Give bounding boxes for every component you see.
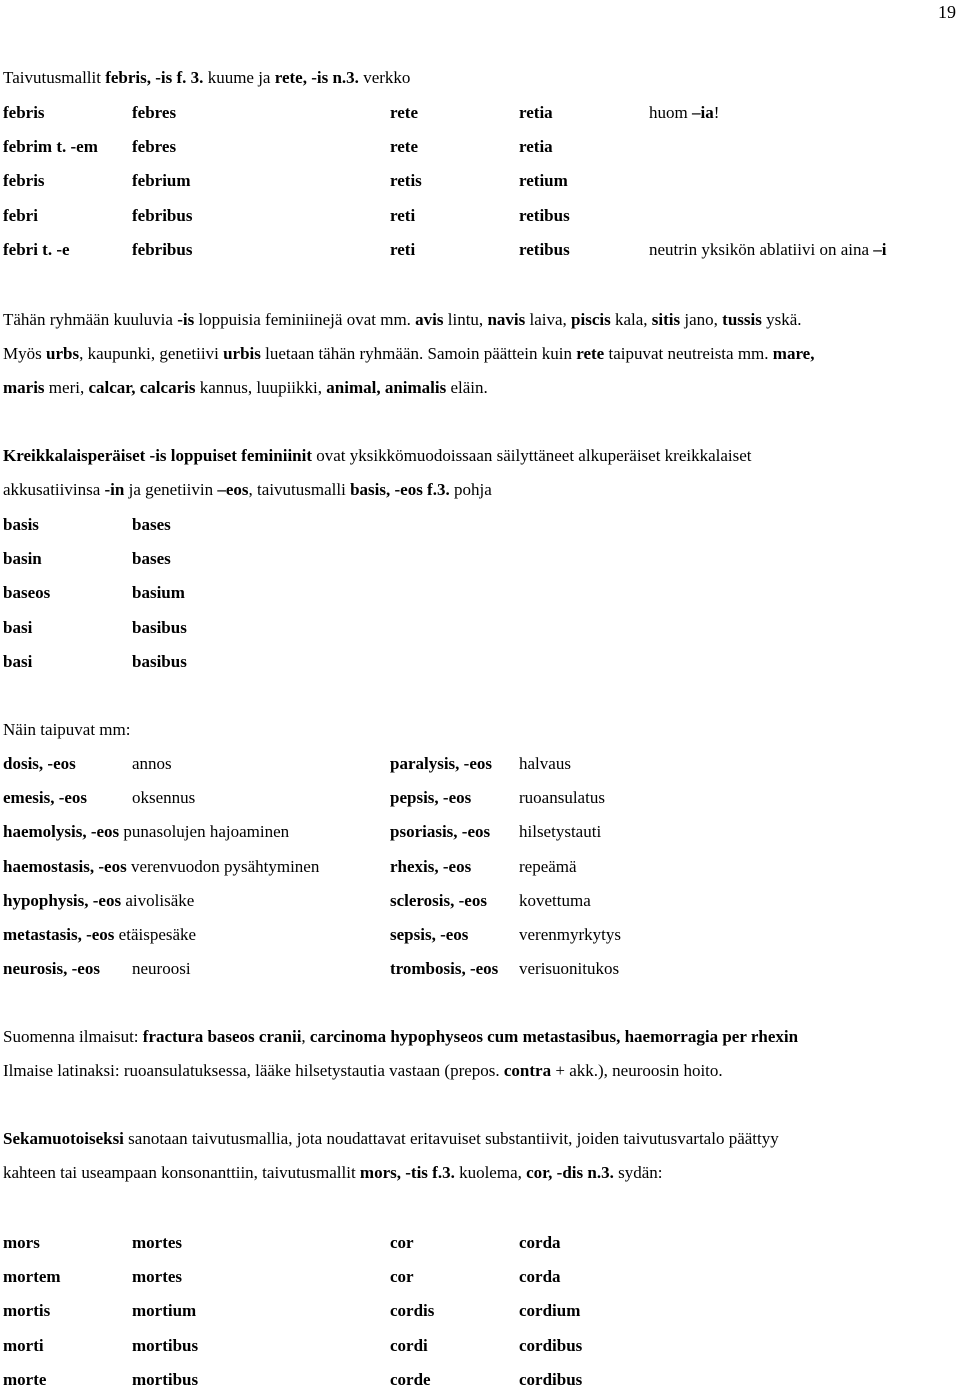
table-row [3,583,953,603]
table-cell [132,1370,198,1390]
text-run: kuolema, [454,1163,527,1183]
bold-term: rhexis, -eos [390,856,472,876]
table-row [3,1267,953,1287]
bold-term: febribus [132,239,193,259]
bold-term: cor [390,1267,414,1287]
table-row [3,206,953,226]
table-cell [649,240,887,260]
text-line [3,1163,662,1183]
bold-term: retis [390,171,422,191]
text-run: yskä. [761,310,802,329]
table-cell [390,206,415,226]
bold-term: psoriasis, -eos [390,822,491,842]
text-line [3,1061,723,1081]
table-cell [3,652,32,672]
table-cell [519,171,568,191]
bold-term: cordis [390,1301,435,1321]
text-run: kala, [610,310,652,329]
bold-term: -in [104,480,125,500]
bold-term: mors [3,1233,40,1252]
page-number: 19 [938,2,956,22]
bold-term: Kreikkalaisperäiset -is loppuiset feminiinit [3,446,313,465]
bold-term: pepsis, -eos [390,788,472,808]
table-cell [132,652,187,672]
text-line [3,480,492,500]
title-line [3,68,410,88]
bold-term: carcinoma hypophyseos cum metastasibus, haemorragia per rhexin [309,1027,799,1046]
bold-term: febres [132,137,177,157]
text-line [3,378,488,398]
bold-term: febribus [132,205,193,225]
bold-term: sitis [651,310,681,329]
text-run: akkusatiivinsa [3,480,105,500]
text-run: laiva, [525,310,572,329]
text-run: aivolisäke [121,890,195,910]
bold-term: mare, [772,344,815,364]
bold-term: mortis [3,1301,51,1321]
bold-term: basi [3,651,33,671]
bold-term: cordibus [519,1369,583,1389]
table-row [3,754,953,774]
text-run: + akk.), neuroosin hoito. [551,1061,723,1081]
table-cell [519,137,553,157]
text-run: kuume ja [203,68,275,87]
text-run: neuroosi [132,959,191,979]
table-cell [132,583,185,603]
text-run: ja genetiivin [124,480,218,500]
bold-term: febri t. -e [3,239,70,259]
table-cell [3,891,194,911]
bold-term: Sekamuotoiseksi [3,1129,124,1148]
text-run: Tähän ryhmään kuuluvia [3,310,178,329]
table-cell [132,240,192,260]
bold-term: –eos [217,480,249,500]
text-run: Myös [3,344,46,364]
table-cell [3,515,39,535]
bold-term: animal, animalis [326,378,447,398]
table-cell [390,788,471,808]
bold-term: haemolysis, -eos [3,822,120,842]
table-cell [519,1370,582,1390]
text-run: halvaus [519,754,571,773]
bold-term: cordium [519,1301,581,1321]
table-row [3,857,953,877]
table-cell [3,240,70,260]
text-run: repeämä [519,856,577,876]
text-run: Ilmaise latinaksi: ruoansulatuksessa, lääke hilsetystautia vastaan (prepos. [3,1061,504,1081]
table-cell [3,549,42,569]
text-run: verkko [358,68,411,87]
text-run: verenvuodon pysähtyminen [126,856,320,876]
text-run: kahteen tai useampaan konsonanttiin, taivutusmallit [3,1163,360,1183]
table-cell [132,1301,196,1321]
bold-term: -is [177,310,195,329]
text-line [3,1129,779,1149]
bold-term: avis [415,310,444,329]
text-run: Suomenna ilmaisut: [3,1027,143,1046]
table-cell [3,788,87,808]
table-cell [3,103,45,123]
text-run: verisuonitukos [519,959,620,979]
table-row [3,1301,953,1321]
text-run: neutrin yksikön ablatiivi on aina [649,239,874,259]
bold-term: febrim t. -em [3,137,98,157]
text-run: annos [132,754,172,773]
table-cell [132,1267,182,1287]
text-run: ruoansulatus [519,788,605,808]
bold-term: rete, -is n.3. [274,68,359,87]
bold-term: corda [519,1267,561,1287]
text-line [3,446,752,466]
bold-term: basibus [132,651,187,671]
text-run: oksennus [132,788,196,808]
table-cell [3,171,45,191]
bold-term: basium [132,583,185,603]
bold-term: reti [390,239,416,259]
bold-term: mortem [3,1267,61,1287]
bold-term: retibus [519,205,570,225]
table-cell [390,1233,414,1253]
text-run: sanotaan taivutusmallia, jota noudattavat eritavuiset substantiivit, joiden taivutusvartalo päättyy [123,1129,779,1148]
text-run: punasolujen hajoaminen [119,822,290,842]
text-run: , [301,1027,310,1046]
table-cell [649,103,719,123]
text-run: loppuisia feminiinejä ovat mm. [194,310,416,329]
table-cell [132,754,172,774]
table-row [3,925,953,945]
table-cell [390,1370,431,1390]
bold-term: hypophysis, -eos [3,890,122,910]
table-cell [519,857,577,877]
bold-term: fractura baseos cranii [142,1027,302,1046]
text-line [3,1027,798,1047]
bold-term: mortes [132,1233,183,1252]
table-row [3,1336,953,1356]
table-row [3,652,953,672]
bold-term: mors, -tis f.3. [359,1163,455,1183]
bold-term: –ia [691,103,714,122]
table-cell [390,857,471,877]
table-row [3,137,953,157]
table-cell [519,1301,580,1321]
table-row [3,618,953,638]
table-cell [3,1336,44,1356]
text-run: verenmyrkytys [519,925,621,944]
text-run: ovat yksikkömuodoissaan säilyttäneet alkuperäiset kreikkalaiset [312,446,752,465]
bold-term: rete [576,344,605,364]
table-cell [390,925,468,945]
table-cell [390,103,418,123]
table-cell [519,891,591,911]
bold-term: dosis, -eos [3,754,76,773]
bold-term: corda [519,1233,561,1252]
table-cell [3,959,100,979]
bold-term: febris [3,171,45,191]
table-cell [3,137,98,157]
bold-term: morti [3,1335,44,1355]
bold-term: mortibus [132,1369,199,1389]
bold-term: neurosis, -eos [3,959,100,979]
bold-term: haemostasis, -eos [3,856,127,876]
table-cell [390,754,492,774]
text-run: lintu, [443,310,488,329]
table-cell [3,1233,40,1253]
bold-term: bases [132,515,171,534]
table-cell [519,1336,582,1356]
table-cell [390,1267,414,1287]
text-run: kannus, luupiikki, [195,378,327,398]
bold-term: piscis [571,310,611,329]
table-cell [3,754,76,774]
table-cell [132,171,191,191]
bold-term: febrium [132,171,191,191]
table-cell [519,754,571,774]
text-line [3,310,802,330]
bold-term: retium [519,171,568,191]
table-cell [132,549,171,569]
bold-term: basi [3,617,33,637]
bold-term: febri [3,205,38,225]
table-cell [519,103,553,123]
bold-term: reti [390,205,416,225]
table-cell [132,1233,182,1253]
bold-term: basin [3,549,42,569]
table-cell [3,925,196,945]
text-run: meri, [44,378,89,398]
bold-term: basibus [132,617,187,637]
bold-term: retibus [519,239,570,259]
table-cell [3,1370,46,1390]
text-run: hilsetystauti [519,822,602,842]
bold-term: navis [487,310,526,329]
bold-term: metastasis, -eos [3,925,115,944]
bold-term: cor [390,1233,414,1252]
table-row [3,822,953,842]
table-row [3,1233,953,1253]
bold-term: tussis [722,310,762,329]
table-cell [519,822,601,842]
naain-label: Näin taipuvat mm: [3,720,131,739]
table-cell [519,1267,561,1287]
table-cell [132,1336,198,1356]
bold-term: morte [3,1369,47,1389]
table-cell [132,959,191,979]
table-cell [519,1233,561,1253]
bold-term: urbis [223,344,261,364]
table-cell [390,1336,428,1356]
bold-term: maris [3,378,45,398]
text-run: eläin. [446,378,488,398]
table-cell [3,1301,50,1321]
text-run: pohja [449,480,492,500]
table-row [3,549,953,569]
bold-term: cordi [390,1335,428,1355]
text-run: sydän: [613,1163,663,1183]
bold-term: febris, -is f. 3. [105,68,204,87]
table-row [3,891,953,911]
table-cell [132,618,187,638]
table-row [3,1370,953,1390]
table-row [3,515,953,535]
bold-term: mortium [132,1301,197,1321]
table-cell [519,206,570,226]
table-row [3,103,953,123]
table-cell [132,103,176,123]
bold-term: sepsis, -eos [390,925,469,944]
table-cell [390,240,415,260]
bold-term: retia [519,103,553,122]
table-row [3,788,953,808]
bold-term: baseos [3,583,51,603]
text-run: luetaan tähän ryhmään. Samoin päättein kuin [260,344,577,364]
text-run: ! [713,103,720,122]
bold-term: sclerosis, -eos [390,890,487,910]
text-run: Taivutusmallit [3,68,106,87]
text-run: huom [649,103,692,122]
text-line [3,344,814,364]
text-run: kovettuma [519,890,591,910]
bold-term: febres [132,103,177,122]
bold-term: trombosis, -eos [390,959,499,979]
bold-term: emesis, -eos [3,788,88,808]
table-cell [390,1301,434,1321]
bold-term: contra [503,1061,552,1081]
table-cell [132,137,176,157]
bold-term: mortes [132,1267,183,1287]
table-cell [519,240,570,260]
bold-term: paralysis, -eos [390,754,492,773]
table-cell [3,857,319,877]
table-cell [132,206,192,226]
bold-term: cordibus [519,1335,583,1355]
bold-term: febris [3,103,45,122]
table-cell [3,1267,61,1287]
bold-term: cor, -dis n.3. [526,1163,614,1183]
table-cell [132,515,171,535]
table-cell [390,959,498,979]
text-run: jano, [680,310,723,329]
bold-term: calcar, calcaris [88,378,196,398]
text-run: etäispesäke [114,925,197,944]
bold-term: rete [390,103,418,122]
text-run: , kaupunki, genetiivi [79,344,224,364]
table-row [3,959,953,979]
table-cell [3,583,50,603]
table-cell [390,137,418,157]
bold-term: bases [132,549,171,569]
table-cell [390,822,490,842]
table-cell [519,788,605,808]
table-row [3,240,953,260]
bold-term: mortibus [132,1335,199,1355]
table-cell [132,788,195,808]
bold-term: –i [873,239,887,259]
table-row [3,171,953,191]
text-run: taipuvat neutreista mm. [604,344,773,364]
bold-term: retia [519,137,553,157]
table-cell [3,822,289,842]
text-run: , taivutusmalli [248,480,351,500]
bold-term: basis, -eos f.3. [350,480,450,500]
table-cell [3,206,38,226]
table-cell [519,925,621,945]
table-cell [519,959,619,979]
bold-term: basis [3,515,39,534]
bold-term: rete [390,137,418,157]
table-cell [390,171,422,191]
bold-term: corde [390,1369,431,1389]
bold-term: urbs [45,344,80,364]
table-cell [390,891,487,911]
table-cell [3,618,32,638]
